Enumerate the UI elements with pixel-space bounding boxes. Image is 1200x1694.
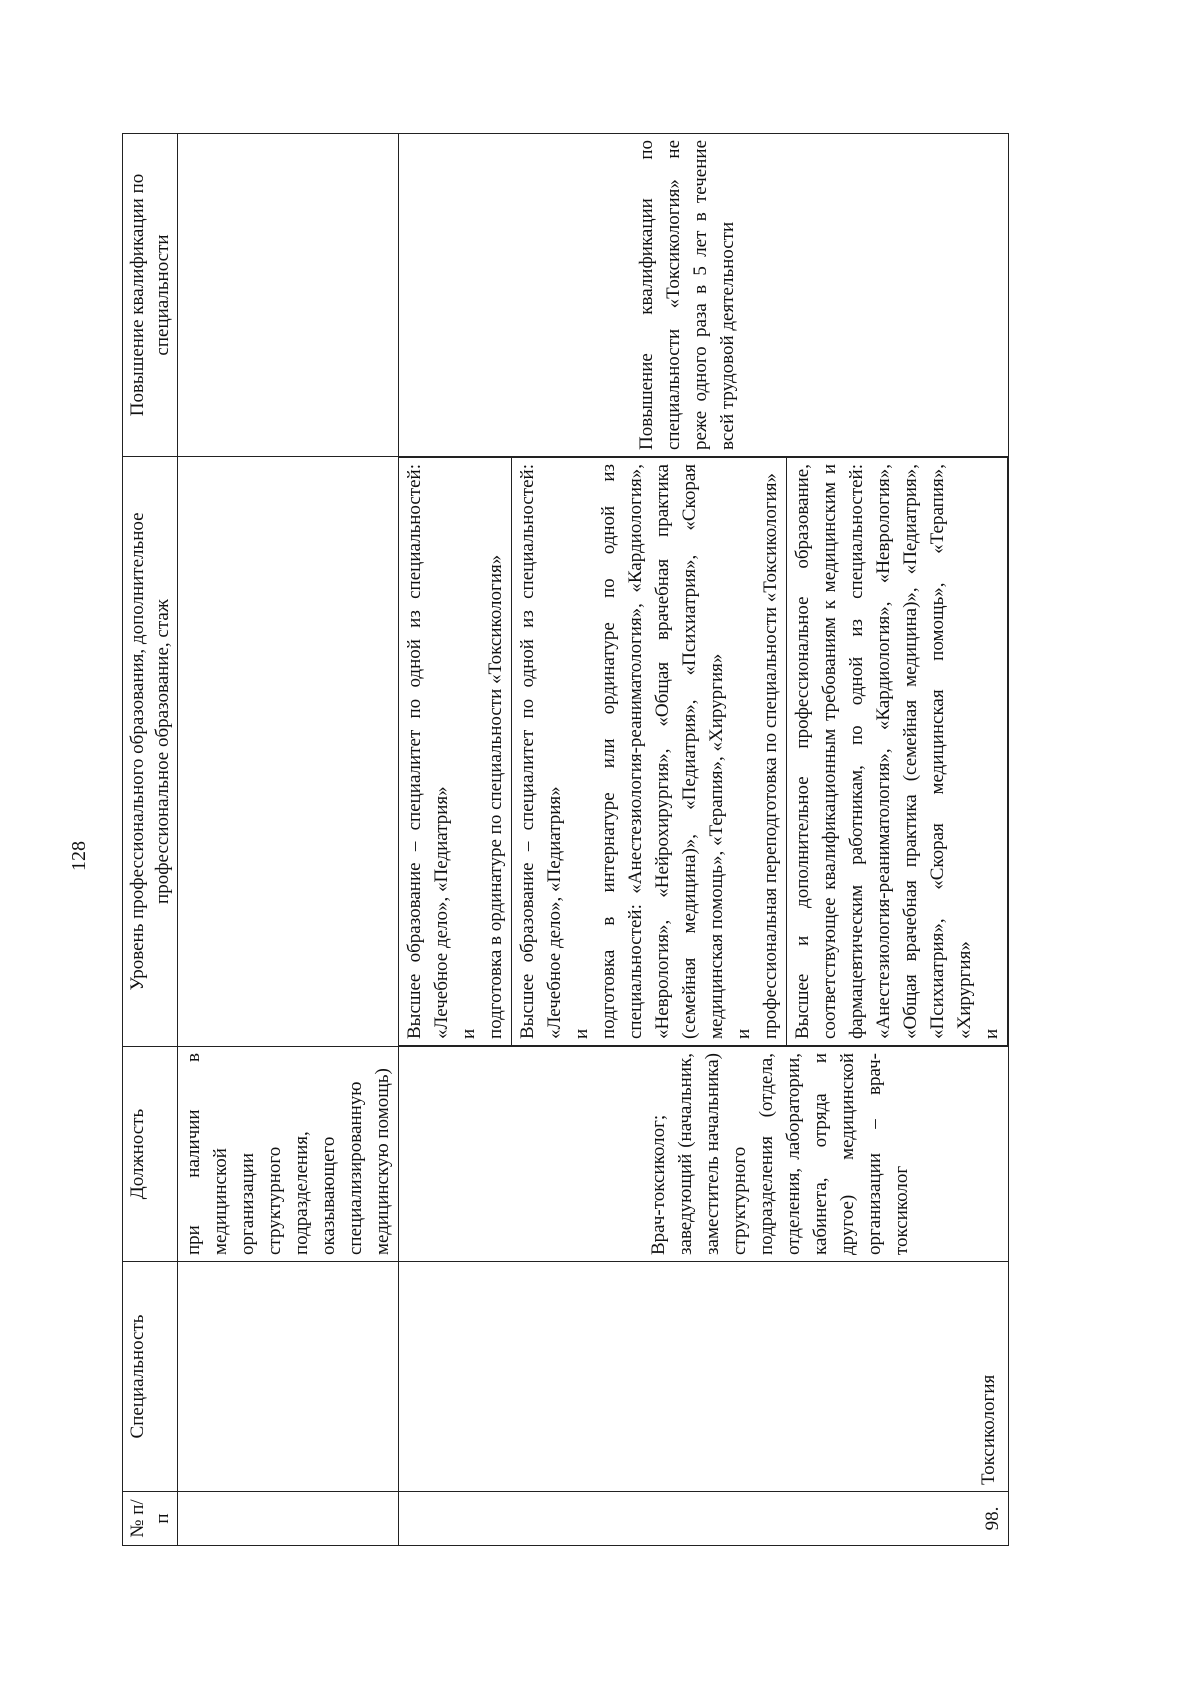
cell-num-98: 98. — [399, 1492, 1009, 1546]
edu2-internship: подготовка в интернатуре или ординатуре по одной из специальностей: «Анестезиология-реаниматология», «Кардиология», «Неврология», «Нейрохирургия», «Общая врачебная практика (семейная медицина)», «Педиатрия», «Психиатрия», «Скорая медицинская помощь», «Терапия», «Хирургия» — [598, 464, 727, 1039]
header-specialty: Специальность — [123, 1262, 178, 1492]
edu2-and-2: и — [733, 1028, 754, 1039]
edu3-and: и — [981, 1028, 1002, 1039]
cell-position-98: Врач-токсиколог; заведующий (начальник, заместитель начальника) структурного подразделения (отдела, отделения, лаборатории, кабинета, отряда и другое) медицинской организации – врач-токсиколог — [399, 1047, 1009, 1262]
table-header-row — [123, 134, 178, 1546]
cell-qualification-98: Повышение квалификации по специальности «Токсикология» не реже одного раза в 5 лет в течение всей трудовой деятельности — [399, 134, 1009, 457]
header-education: Уровень профессионального образования, дополнительное профессиональное образование, стаж — [123, 457, 178, 1047]
cell-specialty-98: Токсикология — [399, 1262, 1009, 1492]
cell-qualification-prev — [178, 134, 399, 457]
edu2-retraining: профессиональная переподготовка по специальности «Токсикология» — [760, 472, 781, 1039]
table-row-98 — [399, 134, 1009, 1546]
education-options — [399, 457, 1008, 1046]
header-qualification: Повышение квалификации по специальности — [123, 134, 178, 457]
cell-education-prev — [178, 457, 399, 1047]
education-option-3 — [787, 458, 1008, 1046]
education-option-1 — [399, 458, 512, 1046]
edu1-and: и — [458, 1028, 479, 1039]
edu1-residency: подготовка в ординатуре по специальности «Токсикология» — [485, 554, 506, 1039]
cell-num-prev — [178, 1492, 399, 1546]
edu2-and-1: и — [571, 1028, 592, 1039]
edu2-text: Высшее образование – специалитет по одной из специальностей: «Лечебное дело», «Педиатрия» — [517, 464, 565, 1039]
cell-education-98 — [399, 457, 1009, 1047]
education-option-2 — [512, 458, 787, 1046]
edu3-text: Высшее и дополнительное профессиональное образование, соответствующее квалификационным требованиям к медицинским и фармацевтическим работникам, по одной из специальностей: «Анестезиология-реаниматология», «Кардиология», «Неврология», «Общая врачебная практика (семейная медицина)», «Педиатрия», «Психиатрия», «Скорая медицинская помощь», «Терапия», «Хирургия» — [792, 464, 975, 1039]
header-num: № п/п — [123, 1492, 178, 1546]
page-number: 128 — [68, 841, 90, 871]
qualification-table — [122, 133, 1009, 1546]
table-row-continuation — [178, 134, 399, 1546]
header-position: Должность — [123, 1047, 178, 1262]
cell-specialty-prev — [178, 1262, 399, 1492]
edu1-text: Высшее образование – специалитет по одной из специальностей: «Лечебное дело», «Педиатрия» — [404, 464, 452, 1039]
cell-position-prev: при наличии в медицинской организации структурного подразделения, оказывающего специализированную медицинскую помощь) — [178, 1047, 399, 1262]
